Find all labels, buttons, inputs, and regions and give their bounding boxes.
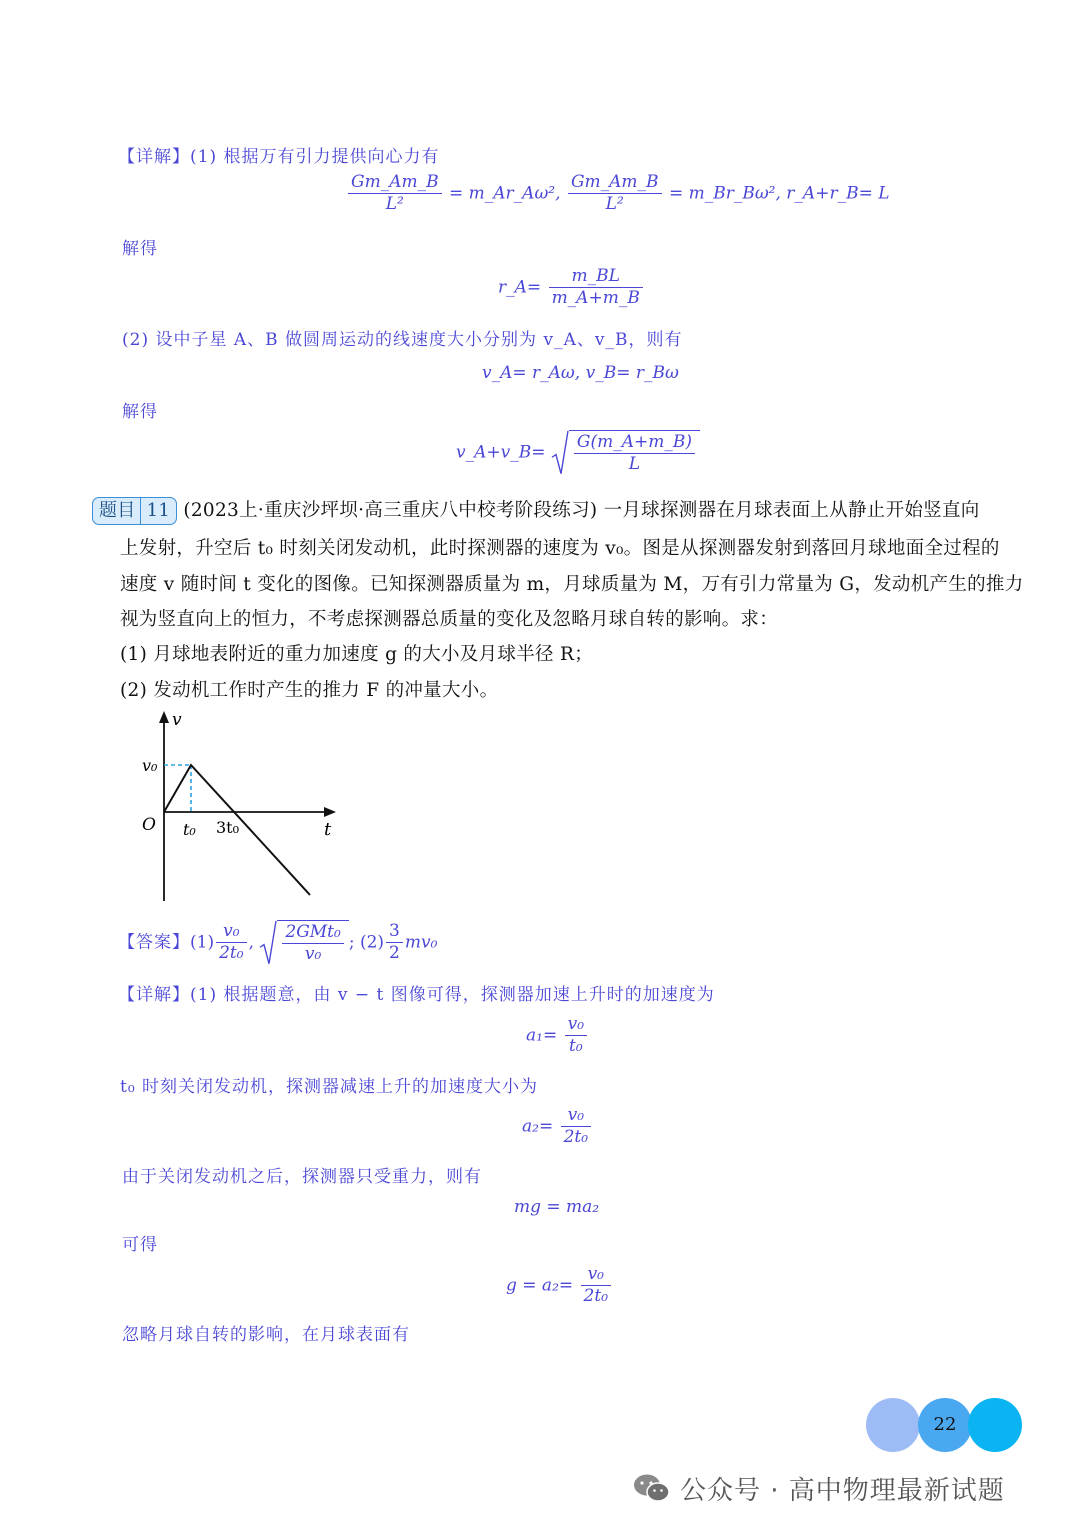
fraction-denominator: L (628, 454, 641, 475)
equation-ra (498, 266, 645, 310)
fraction-denominator: 2 (389, 943, 400, 964)
fraction-numerator: Gm_Am_B (568, 172, 662, 194)
problem-tag-label: 题目 (99, 500, 136, 521)
question-1: (1) 月球地表附近的重力加速度 g 的大小及月球半径 R； (120, 644, 594, 665)
answer-comma: , (248, 932, 254, 953)
detail-1-part-2: (2) 设中子星 A、B 做圆周运动的线速度大小分别为 v_A、v_B，则有 (122, 330, 683, 350)
equation-a2 (522, 1105, 593, 1149)
radical-icon (259, 920, 277, 966)
fraction-denominator: L² (605, 194, 624, 215)
problem-tag (92, 497, 177, 525)
origin-label: O (142, 815, 156, 835)
question-2: (2) 发动机工作时产生的推力 F 的冲量大小。 (120, 680, 499, 701)
equation-rhs-b: = m_Br_Bω², r_A+r_B= L (668, 183, 890, 204)
detail-1-text: (1) 根据万有引力提供向心力有 (190, 147, 440, 167)
page-badge-right-circle (968, 1398, 1022, 1452)
fraction-numerator: Gm_Am_B (348, 172, 442, 194)
detail-label: 【详解】 (118, 985, 190, 1005)
equation-a1 (526, 1014, 589, 1058)
equation-g (506, 1264, 613, 1308)
t0-label: t₀ (183, 820, 196, 839)
fraction-denominator: 2t₀ (583, 1286, 609, 1307)
equation-lhs: a₁= (526, 1025, 558, 1046)
wechat-icon (632, 1472, 672, 1504)
problem-first-line (92, 496, 980, 525)
answer-tail: mv₀ (404, 932, 438, 953)
fraction-numerator: 2GMt₀ (282, 922, 343, 944)
y-axis-label: v (172, 710, 182, 730)
fraction-denominator: L² (385, 194, 404, 215)
equation-lhs: v_A+v_B= (456, 442, 546, 463)
answer-separator: ; (2) (348, 932, 385, 953)
y-axis-arrow-icon (159, 711, 169, 723)
equation-gravity (346, 172, 890, 216)
fraction-numerator: v₀ (581, 1264, 611, 1286)
radical-icon (551, 430, 569, 476)
problem-text: 速度 v 随时间 t 变化的图像。已知探测器质量为 m，月球质量为 M，万有引力常量为 G，发动机产生的推力 (120, 574, 1024, 595)
equation-velocity-sum (456, 430, 700, 476)
page-badge-left-circle (866, 1398, 920, 1452)
problem-text: (2023上·重庆沙坪坝·高三重庆八中校考阶段练习) 一月球探测器在月球表面上从静止开始竖直向 (183, 500, 980, 521)
equation-lhs: a₂= (522, 1116, 554, 1137)
detail-1-heading (118, 142, 439, 167)
equation-velocities: v_A= r_Aω, v_B= r_Bω (482, 363, 679, 383)
x-axis-arrow-icon (324, 807, 336, 817)
equation-mg: mg = ma₂ (514, 1197, 600, 1217)
page-number: 22 (933, 1414, 957, 1435)
vt-graph (130, 705, 350, 905)
detail-2-line-4: 可得 (122, 1235, 158, 1255)
sqrt-symbol (551, 430, 700, 476)
fraction-numerator: v₀ (561, 1105, 591, 1127)
fraction-numerator: v₀ (565, 1014, 587, 1036)
equation-rhs-a: = m_Ar_Aω², (449, 183, 561, 204)
detail-label: 【详解】 (118, 147, 190, 167)
problem-text: 视为竖直向上的恒力，不考虑探测器总质量的变化及忽略月球自转的影响。求： (120, 609, 779, 630)
detail-2-line-5: 忽略月球自转的影响，在月球表面有 (122, 1325, 410, 1345)
fraction-denominator: 2t₀ (563, 1127, 589, 1148)
detail-2-line-2: t₀ 时刻关闭发动机，探测器减速上升的加速度大小为 (120, 1077, 539, 1097)
fraction-denominator: t₀ (568, 1036, 583, 1057)
solve-text-2: 解得 (122, 402, 158, 422)
answer-part-1: (1) (190, 932, 215, 953)
x-axis-label: t (324, 819, 332, 840)
sqrt-symbol (259, 920, 348, 966)
fraction-numerator: G(m_A+m_B) (574, 432, 695, 454)
answer-label: 【答案】 (118, 932, 190, 953)
equation-lhs: g = a₂= (506, 1275, 574, 1296)
equation-lhs: r_A= (498, 277, 542, 298)
answer-line (118, 920, 437, 966)
footer-watermark: 公众号 · 高中物理最新试题 (680, 1476, 1005, 1506)
3t0-label: 3t₀ (216, 818, 240, 837)
fraction-denominator: m_A+m_B (551, 288, 640, 309)
fraction-numerator: v₀ (216, 921, 246, 943)
solve-text-1: 解得 (122, 239, 158, 259)
fraction-denominator: 2t₀ (219, 943, 244, 964)
v0-label: v₀ (142, 756, 158, 775)
fraction-numerator: m_BL (549, 266, 643, 288)
fraction-numerator: 3 (386, 921, 403, 943)
detail-2-line-3: 由于关闭发动机之后，探测器只受重力，则有 (122, 1167, 482, 1187)
problem-number: 11 (140, 498, 171, 524)
detail-2-text: (1) 根据题意，由 v − t 图像可得，探测器加速上升时的加速度为 (190, 985, 715, 1005)
detail-2-heading (118, 980, 715, 1005)
fraction-denominator: v₀ (304, 944, 322, 965)
problem-text: 上发射，升空后 t₀ 时刻关闭发动机，此时探测器的速度为 v₀。图是从探测器发射到落回月球地面全过程的 (120, 538, 1000, 559)
